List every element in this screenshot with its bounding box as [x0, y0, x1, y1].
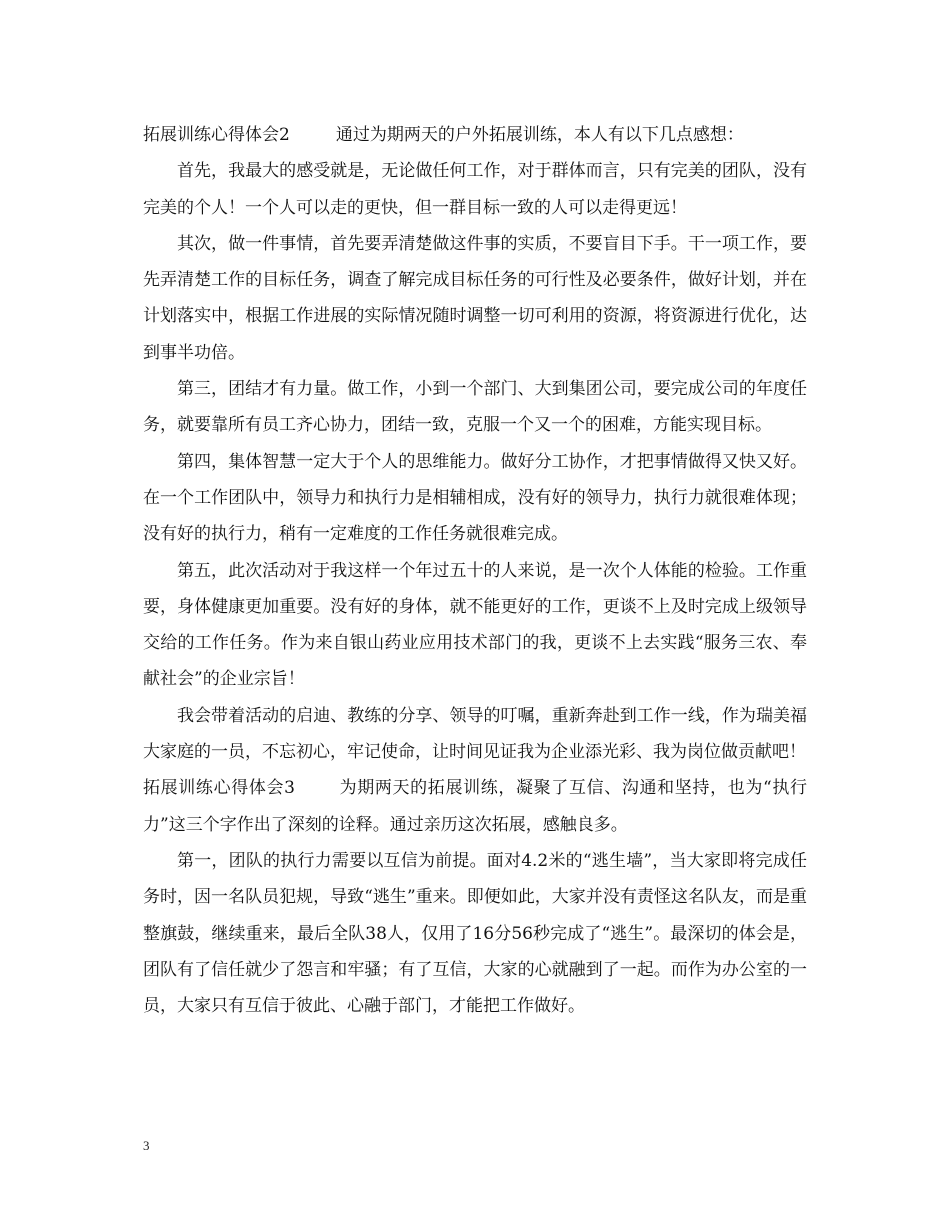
document-body	[143, 117, 807, 1024]
section-heading-line	[143, 770, 807, 843]
paragraph: 第四，集体智慧一定大于个人的思维能力。做好分工协作，才把事情做得又快又好。在一个工作团队中，领导力和执行力是相辅相成，没有好的领导力，执行力就很难体现；没有好的执行力，稍有一定难度的工作任务就很难完成。	[143, 451, 807, 545]
section-title: 拓展训练心得体会2	[143, 125, 290, 145]
paragraph: 其次，做一件事情，首先要弄清楚做这件事的实质，不要盲目下手。干一项工作，要先弄清楚工作的目标任务，调查了解完成目标任务的可行性及必要条件，做好计划，并在计划落实中，根据工作进展的实际情况随时调整一切可利用的资源，将资源进行优化，达到事半功倍。	[143, 233, 807, 363]
paragraph: 第一，团队的执行力需要以互信为前提。面对4.2米的“逃生墙”，当大家即将完成任务时，因一名队员犯规，导致“逃生”重来。即便如此，大家并没有责怪这名队友，而是重整旗鼓，继续重来，最后全队38人，仅用了16分56秒完成了“逃生”。最深切的体会是，团队有了信任就少了怨言和牢骚；有了互信，大家的心就融到了一起。而作为办公室的一员，大家只有互信于彼此、心融于部门，才能把工作做好。	[143, 850, 807, 1017]
section-intro: 通过为期两天的户外拓展训练，本人有以下几点感想：	[335, 125, 744, 145]
paragraph: 第五，此次活动对于我这样一个年过五十的人来说，是一次个人体能的检验。工作重要，身体健康更加重要。没有好的身体，就不能更好的工作，更谈不上及时完成上级领导交给的工作任务。作为来自银山药业应用技术部门的我，更谈不上去实践“服务三农、奉献社会”的企业宗旨！	[143, 560, 807, 690]
paragraph: 第三，团结才有力量。做工作，小到一个部门、大到集团公司，要完成公司的年度任务，就要靠所有员工齐心协力，团结一致，克服一个又一个的困难，方能实现目标。	[143, 379, 807, 436]
paragraph: 我会带着活动的启迪、教练的分享、领导的叮嘱，重新奔赴到工作一线，作为瑞美福大家庭的一员，不忘初心，牢记使命，让时间见证我为企业添光彩、我为岗位做贡献吧！	[143, 705, 807, 763]
section-intro: 为期两天的拓展训练，凝聚了互信、沟通和坚持，也为“执行力”这三个字作出了深刻的诠释。通过亲历这次拓展，感触良多。	[143, 778, 807, 835]
section-heading-line	[143, 117, 807, 153]
section-title: 拓展训练心得体会3	[143, 778, 295, 799]
paragraph: 首先，我最大的感受就是，无论做任何工作，对于群体而言，只有完美的团队，没有完美的个人！一个人可以走的更快，但一群目标一致的人可以走得更远！	[143, 161, 807, 218]
page-number: 3	[143, 1138, 150, 1153]
